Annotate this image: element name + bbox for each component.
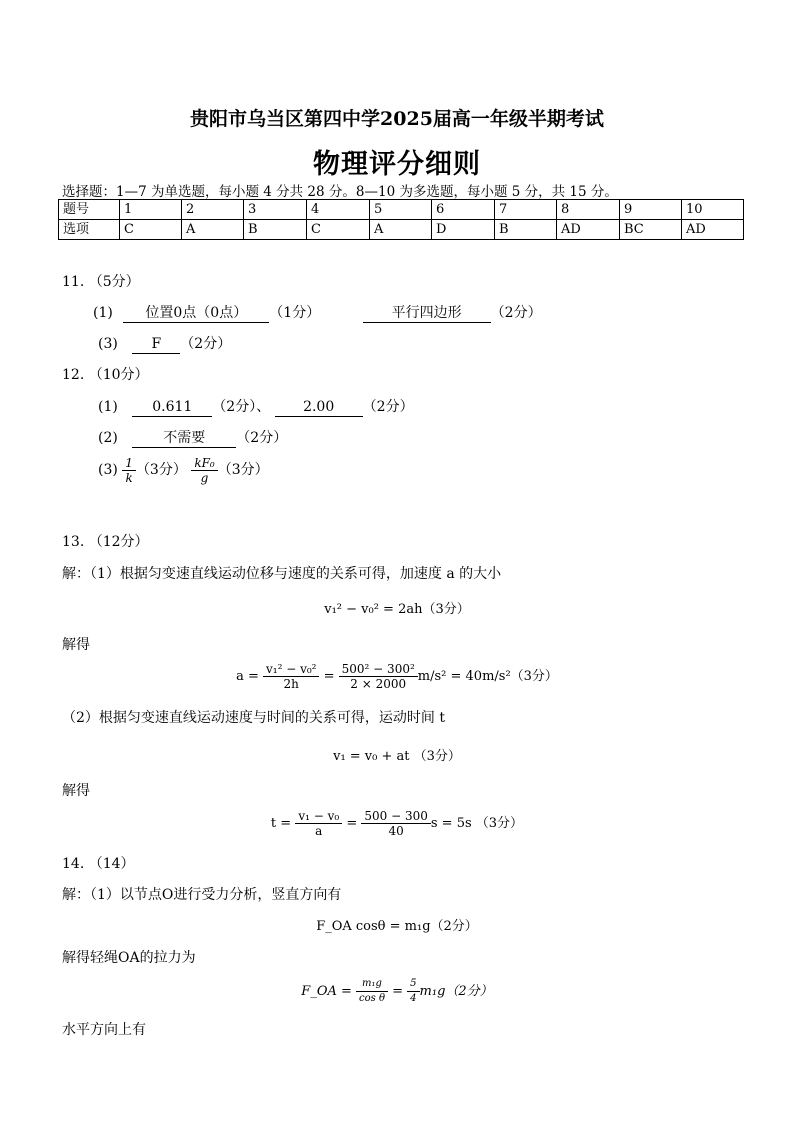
answer-blank: 2.00 — [275, 399, 363, 417]
table-cell: AD — [682, 220, 744, 240]
part-label: (2) — [98, 430, 118, 446]
table-cell: 10 — [682, 200, 744, 220]
table-cell: BC — [620, 220, 682, 240]
answer-blank: 0.611 — [132, 399, 212, 417]
table-cell: 4 — [307, 200, 370, 220]
score: （2分） — [490, 305, 542, 321]
table-cell: 8 — [557, 200, 620, 220]
answer-blank: 平行四边形 — [363, 305, 491, 323]
solve-label: 解得 — [62, 637, 90, 653]
fraction: $\frac{1}{k}$ — [122, 456, 136, 485]
score: （2分） — [180, 336, 232, 352]
table-cell: 6 — [432, 200, 495, 220]
fraction: $\frac{500 - 300}{40}$ — [361, 809, 431, 838]
fraction: $\frac{\text{m₁g}}{\text{cos θ}}$ — [356, 977, 388, 1006]
answer-table — [58, 199, 744, 240]
score: （2分） — [362, 399, 414, 415]
q12-part2 — [98, 427, 287, 448]
table-cell: B — [495, 220, 557, 240]
score: （2分）、 — [212, 399, 271, 415]
table-cell: C — [120, 220, 182, 240]
q12-heading: 12. （10分） — [62, 367, 149, 383]
table-cell: A — [182, 220, 244, 240]
fraction: $\frac{5}{4}$ — [407, 977, 419, 1006]
table-cell: A — [370, 220, 432, 240]
equation: F_OA = $\frac{\text{m₁g}}{\text{cos θ}}$ = $\frac{5}{4}$ m₁g（2分） — [301, 978, 493, 1004]
score: （2分） — [236, 430, 288, 446]
q11-part3 — [98, 333, 231, 354]
page-title: 物理评分细则 — [313, 149, 481, 180]
score: （3分） — [217, 462, 269, 478]
exam-title: 贵阳市乌当区第四中学2025届高一年级半期考试 — [190, 108, 604, 130]
part-label: (3) — [98, 462, 118, 478]
table-cell: 3 — [244, 200, 307, 220]
q13-part2: （2）根据匀变速直线运动速度与时间的关系可得，运动时间 t — [62, 710, 445, 726]
solve-label: 解得 — [62, 783, 90, 799]
table-cell: D — [432, 220, 495, 240]
part-label: (1) — [93, 305, 113, 321]
answer-blank: 位置0点（0点） — [123, 305, 269, 323]
table-cell: 7 — [495, 200, 557, 220]
fraction: $\frac{\text{500² − 300²}}{2 \times 2000}$ — [339, 662, 418, 691]
table-cell: 2 — [182, 200, 244, 220]
row-label: 选项 — [59, 220, 120, 240]
part-label: (1) — [98, 399, 118, 415]
q12-part3 — [98, 452, 269, 488]
q11-heading: 11. （5分） — [62, 274, 140, 290]
score: （3分） — [135, 462, 187, 478]
q14-horizontal: 水平方向上有 — [62, 1022, 146, 1038]
table-cell: 5 — [370, 200, 432, 220]
table-cell: B — [244, 220, 307, 240]
q14-intro: 解：（1）以节点O进行受力分析，竖直方向有 — [62, 887, 342, 903]
table-row — [59, 200, 744, 220]
q13-heading: 13. （12分） — [62, 534, 149, 550]
q13-intro: 解：（1）根据匀变速直线运动位移与速度的关系可得，加速度 a 的大小 — [62, 566, 502, 582]
table-cell: 9 — [620, 200, 682, 220]
answer-blank: F — [132, 336, 180, 354]
equation: F_OA cosθ = m₁g（2分） — [316, 919, 478, 934]
score: （1分） — [269, 305, 321, 321]
answer-blank: 不需要 — [132, 430, 236, 448]
q14-heading: 14. （14） — [62, 856, 135, 872]
q12-part1 — [98, 396, 414, 417]
equation: t = $\frac{\text{v₁ − v₀}}{a}$ = $\frac{500 - 300}{40}$ s = 5s （3分） — [270, 809, 524, 838]
table-cell: 1 — [120, 200, 182, 220]
fraction: $\frac{\text{v₁ − v₀}}{a}$ — [295, 809, 342, 838]
table-row — [59, 220, 744, 240]
q11-part1 — [93, 302, 542, 323]
part-label: (3) — [98, 336, 118, 352]
fraction: $\frac{\text{kF₀}}{g}$ — [191, 456, 217, 485]
solve-label: 解得轻绳OA的拉力为 — [62, 950, 196, 966]
equation: v₁ = v₀ + at （3分） — [333, 749, 461, 764]
selection-note: 选择题：1—7 为单选题，每小题 4 分共 28 分。8—10 为多选题，每小题 5 分，共 15 分。 — [62, 184, 618, 200]
row-label: 题号 — [59, 200, 120, 220]
table-cell: C — [307, 220, 370, 240]
table-cell: AD — [557, 220, 620, 240]
equation: a = $\frac{\text{v₁² − v₀²}}{2h}$ = $\frac{\text{500² − 300²}}{2 \times 2000}$ m/s² = 40m/s²（3分） — [236, 662, 558, 691]
equation: v₁² − v₀² = 2ah（3分） — [324, 602, 470, 617]
fraction: $\frac{\text{v₁² − v₀²}}{2h}$ — [263, 662, 319, 691]
